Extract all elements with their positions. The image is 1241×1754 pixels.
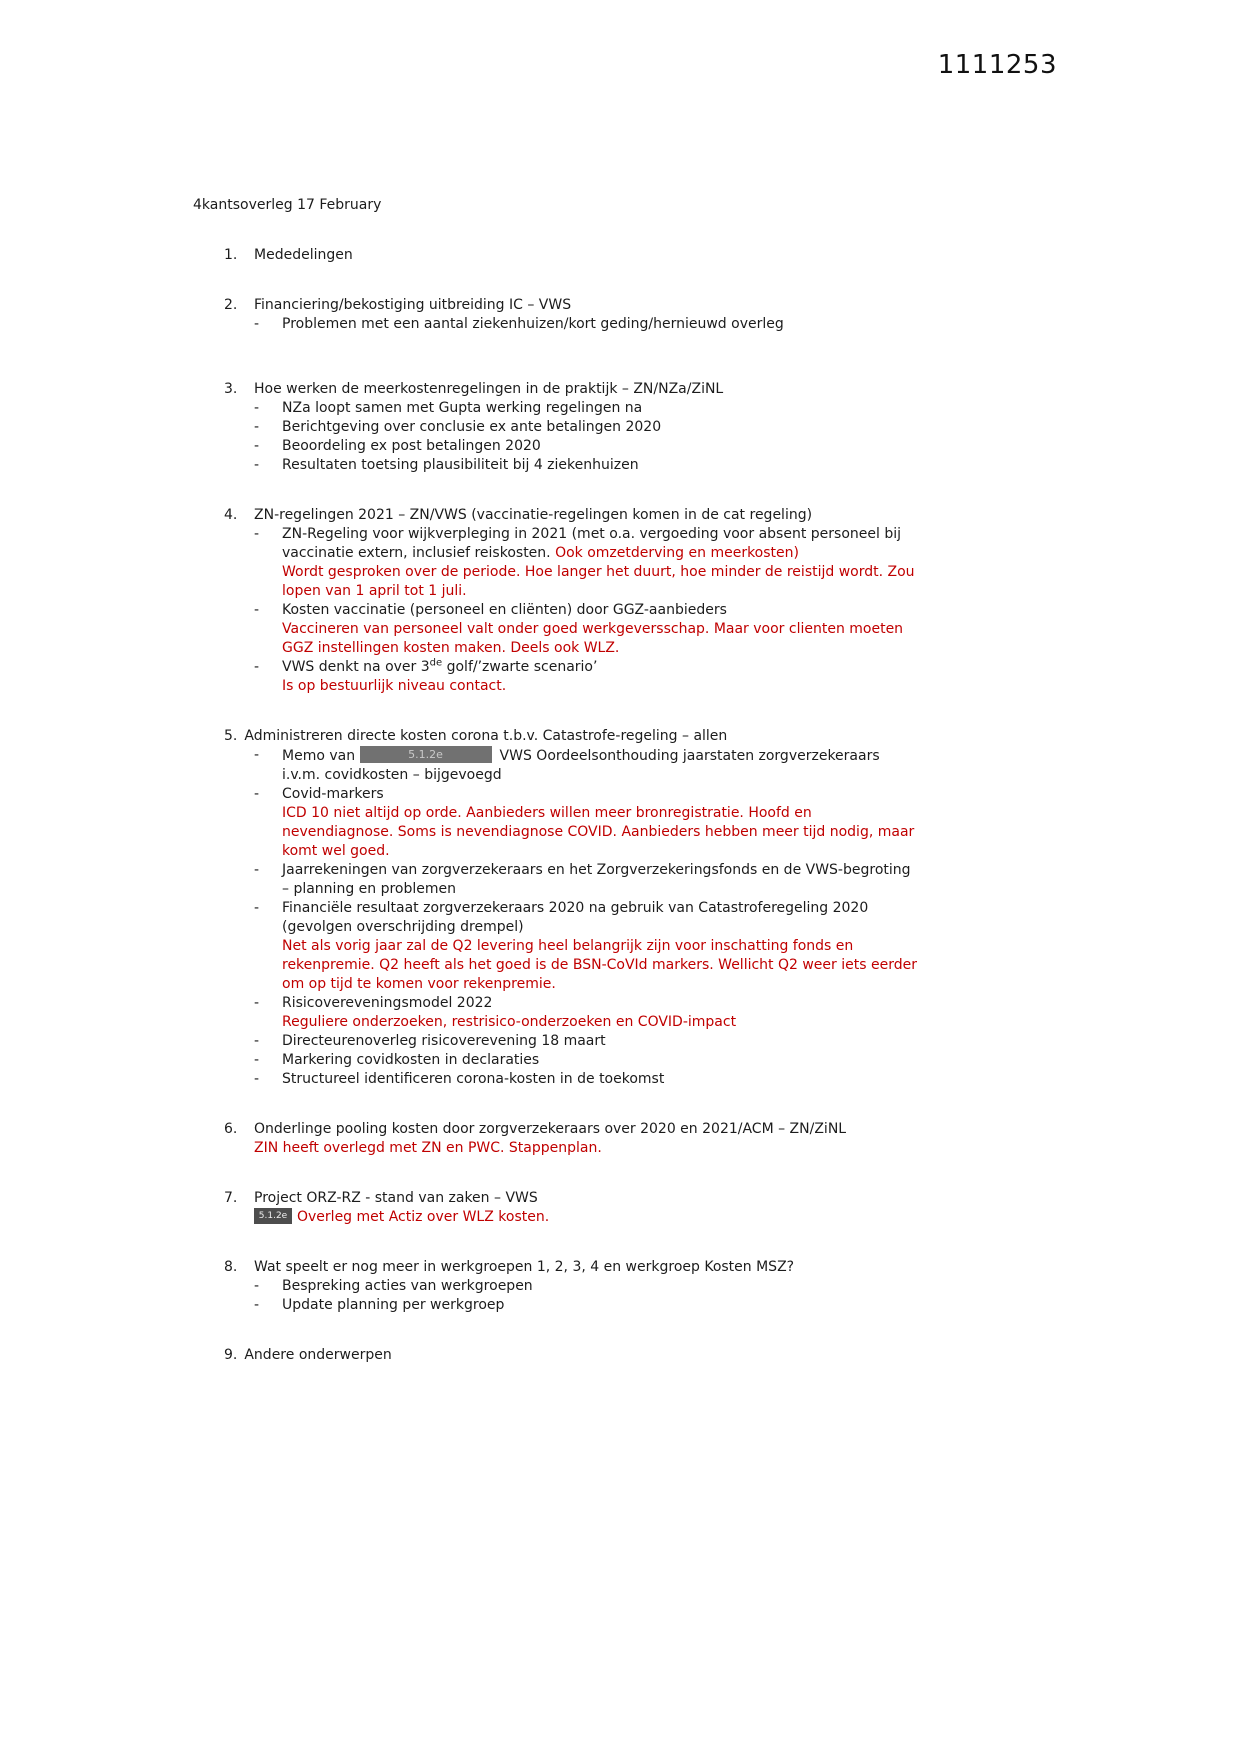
text-segment: Andere onderwerpen [244, 1347, 392, 1363]
bullet-line [193, 315, 917, 334]
bullet-line [193, 399, 917, 418]
bullet-text [282, 658, 917, 677]
continuation-line [193, 937, 917, 994]
bullet-dash: - [254, 862, 260, 878]
agenda-item-3 [193, 380, 917, 475]
agenda-content [193, 196, 917, 1365]
bullet-line [193, 437, 917, 456]
text-segment: Reguliere onderzoeken, restrisico-onderzoeken en COVID-impact [282, 1014, 737, 1030]
bullet-dash: - [254, 659, 260, 675]
redaction-box: 5.1.2e [360, 746, 492, 763]
bullet-line [193, 785, 917, 804]
text-segment: Problemen met een aantal ziekenhuizen/kort geding/hernieuwd overleg [282, 316, 784, 332]
text-segment: Wordt gesproken over de periode. Hoe langer het duurt, hoe minder de reistijd wordt. Zou lopen van 1 april tot 1 juli. [282, 564, 915, 599]
continuation-line [193, 1208, 917, 1227]
bullet-dash: - [254, 1071, 260, 1087]
item-head [193, 246, 917, 265]
text-segment: Is op bestuurlijk niveau contact. [282, 678, 507, 694]
bullet-line [193, 861, 917, 899]
agenda-item-5 [193, 727, 917, 1089]
text-segment: Financiële resultaat zorgverzekeraars 2020 na gebruik van Catastroferegeling 2020 (gevolgen overschrijding drempel) [282, 900, 869, 935]
item-number: 3. [224, 381, 238, 397]
text-segment: Administreren directe kosten corona t.b.v. Catastrofe-regeling – allen [244, 728, 728, 744]
text-segment: Directeurenoverleg risicoverevening 18 maart [282, 1033, 606, 1049]
bullet-dash: - [254, 1033, 260, 1049]
item-title [254, 246, 917, 265]
item-head [193, 727, 917, 746]
bullet-text [282, 1277, 917, 1296]
text-segment: Kosten vaccinatie (personeel en cliënten) door GGZ-aanbieders [282, 602, 727, 618]
continuation-line [193, 1013, 917, 1032]
text-segment: ICD 10 niet altijd op orde. Aanbieders willen meer bronregistratie. Hoofd en nevendiagnose. Soms is nevendiagnose COVID. Aanbieders hebben meer tijd nodig, maar komt wel goed. [282, 805, 915, 859]
bullet-line [193, 994, 917, 1013]
bullet-dash: - [254, 786, 260, 802]
bullet-text [282, 899, 917, 937]
bullet-dash: - [254, 995, 260, 1011]
bullet-line [193, 658, 917, 677]
text-segment: Overleg met Actiz over WLZ kosten. [297, 1209, 550, 1225]
text-segment: Structureel identificeren corona-kosten in de toekomst [282, 1071, 665, 1087]
bullet-dash: - [254, 419, 260, 435]
item-number: 9. [224, 1347, 238, 1363]
bullet-text [282, 746, 917, 785]
bullet-text [282, 601, 917, 620]
agenda-item-1 [193, 246, 917, 265]
bullet-line [193, 1051, 917, 1070]
item-number: 7. [224, 1190, 238, 1206]
text-segment: Net als vorig jaar zal de Q2 levering heel belangrijk zijn voor inschatting fonds en rekenpremie. Q2 heeft als het goed is de BSN-CoVId markers. Wellicht Q2 weer iets eerder om op tijd te komen voor rekenpremie. [282, 938, 917, 992]
text-segment: Mededelingen [254, 247, 353, 263]
item-number: 8. [224, 1259, 238, 1275]
bullet-text [282, 1051, 917, 1070]
item-title [244, 727, 917, 746]
text-segment: Ook omzetderving en meerkosten) [555, 545, 799, 561]
item-head [193, 506, 917, 525]
bullet-text [282, 994, 917, 1013]
text-segment: Vaccineren van personeel valt onder goed werkgeversschap. Maar voor clienten moeten GGZ instellingen kosten maken. Deels ook WLZ. [282, 621, 904, 656]
bullet-line [193, 746, 917, 785]
item-number: 6. [224, 1121, 238, 1137]
text-segment: ZIN heeft overlegd met ZN en PWC. Stappenplan. [254, 1140, 602, 1156]
bullet-line [193, 1032, 917, 1051]
bullet-text [282, 861, 917, 899]
bullet-dash: - [254, 400, 260, 416]
bullet-text [282, 1296, 917, 1315]
text-segment: Onderlinge pooling kosten door zorgverzekeraars over 2020 en 2021/ACM – ZN/ZiNL [254, 1121, 847, 1137]
text-segment: Memo van [282, 748, 360, 764]
bullet-dash: - [254, 602, 260, 618]
bullet-dash: - [254, 1052, 260, 1068]
text-segment: Resultaten toetsing plausibiliteit bij 4 ziekenhuizen [282, 457, 639, 473]
continuation-line [193, 804, 917, 861]
item-title [254, 506, 917, 525]
item-number: 4. [224, 507, 238, 523]
bullet-text [282, 315, 917, 334]
item-number: 1. [224, 247, 238, 263]
text-segment: Covid-markers [282, 786, 384, 802]
bullet-line [193, 1296, 917, 1315]
redaction-box: 5.1.2e [254, 1208, 292, 1224]
bullet-line [193, 1277, 917, 1296]
item-head [193, 1189, 917, 1208]
agenda-item-9 [193, 1346, 917, 1365]
text-segment: de [429, 657, 443, 669]
text-segment: ZN-regelingen 2021 – ZN/VWS (vaccinatie-regelingen komen in de cat regeling) [254, 507, 813, 523]
bullet-line [193, 1070, 917, 1089]
bullet-text [282, 418, 917, 437]
continuation-line [193, 1139, 917, 1158]
bullet-text [282, 785, 917, 804]
text-segment: Markering covidkosten in declaraties [282, 1052, 540, 1068]
bullet-dash: - [254, 1297, 260, 1313]
bullet-dash: - [254, 526, 260, 542]
item-title [254, 1258, 917, 1277]
bullet-dash: - [254, 747, 260, 763]
text-segment: VWS denkt na over 3 [282, 659, 430, 675]
bullet-line [193, 418, 917, 437]
text-segment: Bespreking acties van werkgroepen [282, 1278, 533, 1294]
bullet-text [282, 437, 917, 456]
text-segment: ZN-Regeling voor wijkverpleging in 2021 (met o.a. vergoeding voor absent personeel bij vaccinatie extern, inclusief reiskosten. [282, 526, 901, 561]
agenda-item-4 [193, 506, 917, 696]
item-number: 2. [224, 297, 238, 313]
item-title [254, 296, 917, 315]
bullet-text [282, 1070, 917, 1089]
text-segment: Hoe werken de meerkostenregelingen in de praktijk – ZN/NZa/ZiNL [254, 381, 724, 397]
item-number: 5. [224, 728, 238, 744]
item-head [193, 1120, 917, 1139]
text-segment: Financiering/bekostiging uitbreiding IC – VWS [254, 297, 572, 313]
text-segment: Project ORZ-RZ - stand van zaken – VWS [254, 1190, 538, 1206]
continuation-line [193, 563, 917, 601]
text-segment: Berichtgeving over conclusie ex ante betalingen 2020 [282, 419, 662, 435]
bullet-dash: - [254, 900, 260, 916]
bullet-dash: - [254, 438, 260, 454]
bullet-dash: - [254, 457, 260, 473]
bullet-line [193, 456, 917, 475]
text-segment: golf/’zwarte scenario’ [442, 659, 598, 675]
continuation-line [193, 620, 917, 658]
bullet-dash: - [254, 1278, 260, 1294]
text-segment: Wat speelt er nog meer in werkgroepen 1, 2, 3, 4 en werkgroep Kosten MSZ? [254, 1259, 795, 1275]
text-segment: Beoordeling ex post betalingen 2020 [282, 438, 541, 454]
text-segment: Update planning per werkgroep [282, 1297, 505, 1313]
item-head [193, 380, 917, 399]
bullet-text [282, 1032, 917, 1051]
doc-number: 1111253 [937, 50, 1057, 80]
agenda-item-2 [193, 296, 917, 334]
bullet-line [193, 601, 917, 620]
bullet-line [193, 899, 917, 937]
text-segment: Jaarrekeningen van zorgverzekeraars en het Zorgverzekeringsfonds en de VWS-begroting – planning en problemen [282, 862, 911, 897]
bullet-dash: - [254, 316, 260, 332]
continuation-line [193, 677, 917, 696]
agenda-item-8 [193, 1258, 917, 1315]
item-head [193, 1346, 917, 1365]
item-head [193, 296, 917, 315]
bullet-text [282, 456, 917, 475]
item-title [254, 380, 917, 399]
page-title: 4kantsoverleg 17 February [193, 197, 382, 213]
agenda-item-6 [193, 1120, 917, 1158]
bullet-text [282, 399, 917, 418]
item-title [254, 1120, 917, 1139]
text-segment: VWS Oordeelsonthouding jaarstaten zorgverzekeraars i.v.m. covidkosten – bijgevoegd [282, 748, 880, 783]
item-title [254, 1189, 917, 1208]
text-segment: Risicovereveningsmodel 2022 [282, 995, 493, 1011]
text-segment: NZa loopt samen met Gupta werking regelingen na [282, 400, 643, 416]
agenda-list [193, 246, 917, 1365]
bullet-line [193, 525, 917, 563]
agenda-item-7 [193, 1189, 917, 1227]
bullet-text [282, 525, 917, 563]
item-title [244, 1346, 917, 1365]
item-head [193, 1258, 917, 1277]
